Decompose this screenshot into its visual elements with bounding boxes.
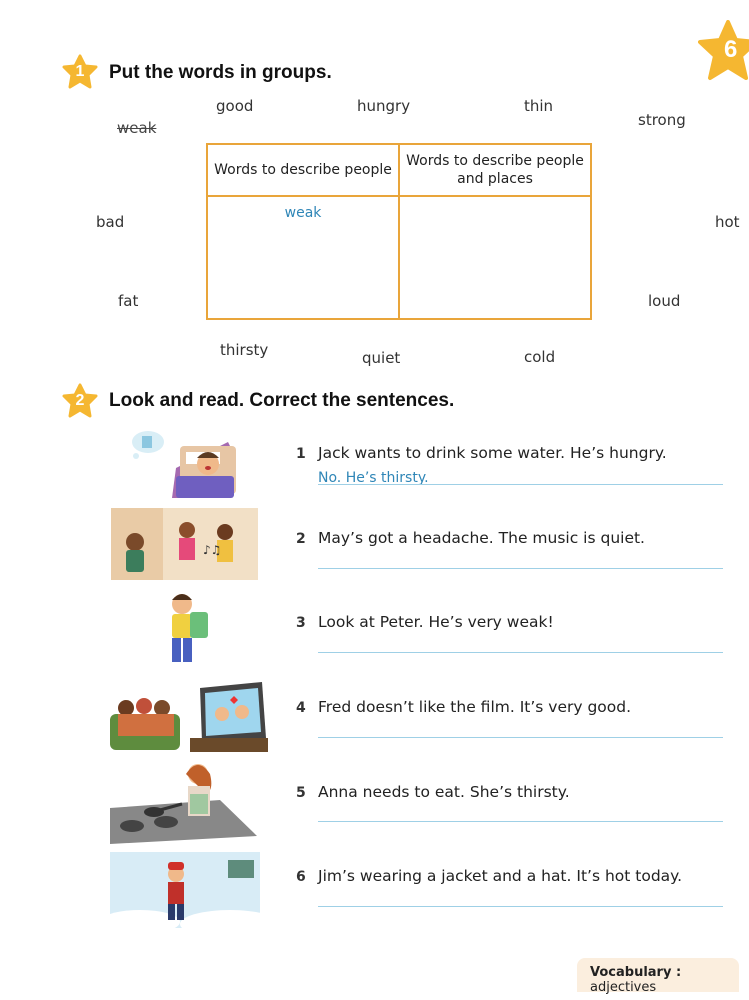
svg-text:♪♫: ♪♫ [203, 543, 222, 557]
table-header-people-places-line2: and places [457, 171, 533, 187]
sentence-6-answer-line[interactable] [318, 906, 723, 907]
vocabulary-footer-text [590, 965, 749, 995]
illustration-peter [158, 590, 218, 668]
table-cell-people-places[interactable] [399, 196, 591, 319]
table-header-people-places-line1: Words to describe people [406, 153, 584, 169]
sentence-6-number: 6 [296, 869, 306, 885]
table-example-answer: weak [284, 205, 322, 221]
exercise-2-title: Look and read. Correct the sentences. [109, 390, 455, 411]
word-hot: hot [715, 213, 740, 231]
sentence-5-number: 5 [296, 785, 306, 801]
illustration-thirsty-boy [128, 428, 246, 502]
groups-table [206, 143, 592, 320]
sentence-1-text: Jack wants to drink some water. He’s hungry. [318, 444, 667, 462]
sentence-2-number: 2 [296, 531, 306, 547]
table-cell-people[interactable] [207, 196, 399, 319]
exercise-1-title: Put the words in groups. [109, 62, 332, 83]
exercise-2-number: 2 [75, 392, 85, 409]
sentence-5-text: Anna needs to eat. She’s thirsty. [318, 783, 570, 801]
sentence-1-number: 1 [296, 446, 306, 462]
exercise-1-number: 1 [75, 63, 85, 80]
word-hungry: hungry [357, 97, 411, 115]
sentence-4-text: Fred doesn’t like the film. It’s very good. [318, 698, 632, 716]
table-header-people-text: Words to describe people [214, 162, 392, 178]
word-weak-crossed: weak [117, 119, 157, 137]
sentence-1-answer: No. He’s thirsty. [318, 470, 429, 486]
illustration-anna [110, 760, 257, 844]
word-thirsty: thirsty [220, 341, 269, 359]
vocabulary-footer-topic: adjectives [590, 980, 657, 995]
sentence-3-text: Look at Peter. He’s very weak! [318, 613, 554, 631]
word-cold: cold [524, 348, 556, 366]
sentence-4-answer-line[interactable] [318, 737, 723, 738]
unit-number: 6 [724, 36, 738, 63]
sentence-2-text: May’s got a headache. The music is quiet. [318, 529, 645, 547]
sentence-4-number: 4 [296, 700, 306, 716]
sentence-3-number: 3 [296, 615, 306, 631]
illustration-loud-music [111, 508, 258, 580]
vocabulary-footer-label: Vocabulary : [590, 965, 682, 980]
sentence-1-answer-line[interactable] [318, 484, 723, 485]
sentence-5-answer-line[interactable] [318, 821, 723, 822]
table-header-people-places [399, 144, 591, 196]
word-fat: fat [118, 292, 139, 310]
sentence-2-answer-line[interactable] [318, 568, 723, 569]
illustration-jim [110, 852, 260, 928]
sentence-6-text: Jim’s wearing a jacket and a hat. It’s hot today. [318, 867, 683, 885]
illustration-film [110, 682, 268, 752]
word-loud: loud [648, 292, 681, 310]
word-good: good [216, 97, 254, 115]
table-header-people [207, 144, 399, 196]
word-quiet: quiet [362, 349, 401, 367]
sentence-3-answer-line[interactable] [318, 652, 723, 653]
word-strong: strong [638, 111, 686, 129]
word-bad: bad [96, 213, 125, 231]
word-thin: thin [524, 97, 554, 115]
